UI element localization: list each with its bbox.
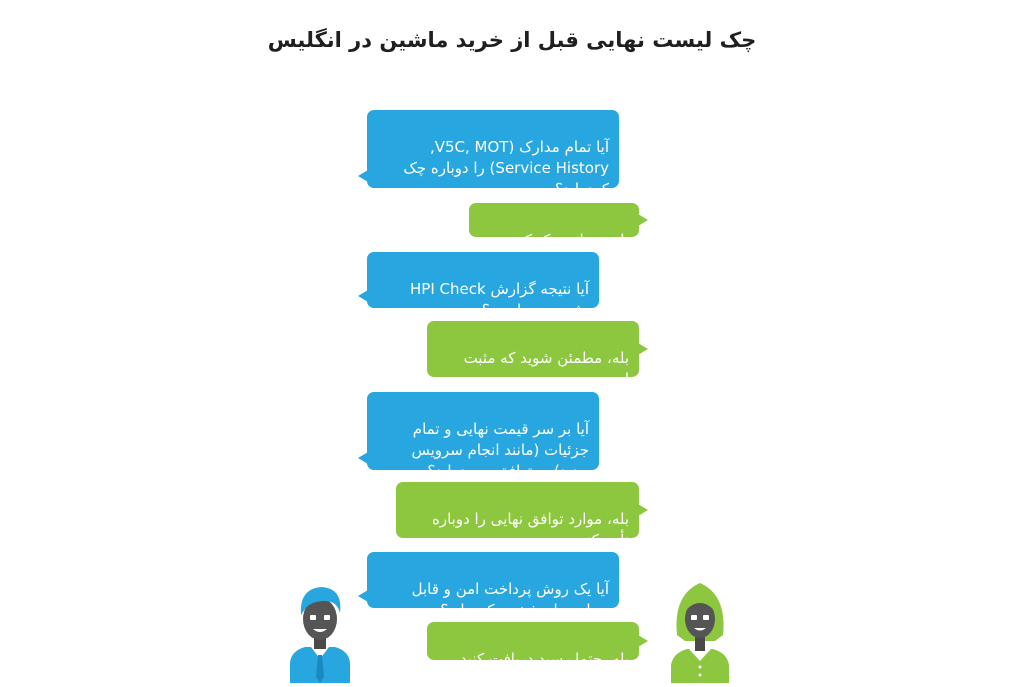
answer-bubble-4 [427,622,639,668]
answer-text-1: بله، دوباره چک کنید. [503,231,629,249]
man-buyer-icon [285,575,355,683]
answer-text-2: بله، مطمئن شوید که مثبت است. [463,349,629,388]
answer-bubble-1 [469,203,639,249]
answer-text-4: بله، حتما رسید دریافت کنید [460,650,629,668]
question-text-2: آیا نتیجه گزارش HPI Check مثبت بوده است؟ [410,280,589,319]
page-title: چک لیست نهایی قبل از خرید ماشین در انگلیس [267,28,757,52]
question-text-3: آیا بر سر قیمت نهایی و تمام جزئیات (مانند انجام سرویس جدید) به توافق رسیده‌اید؟ [411,420,589,480]
answer-bubble-3 [396,482,639,549]
question-bubble-2 [367,252,599,319]
woman-seller-icon [665,575,735,683]
question-bubble-3 [367,392,599,480]
answer-bubble-2 [427,321,639,388]
question-bubble-1 [367,110,619,198]
question-text-1: آیا تمام مدارک (V5C, MOT, Service History) را دوباره چک کرده‌اید؟ [403,138,609,198]
question-text-4: آیا یک روش پرداخت امن و قابل ردیابی را مشخص کرده‌اید؟ [411,580,609,619]
question-bubble-4 [367,552,619,619]
answer-text-3: بله، موارد توافق نهایی را دوباره تأیید کنید. [431,510,629,549]
